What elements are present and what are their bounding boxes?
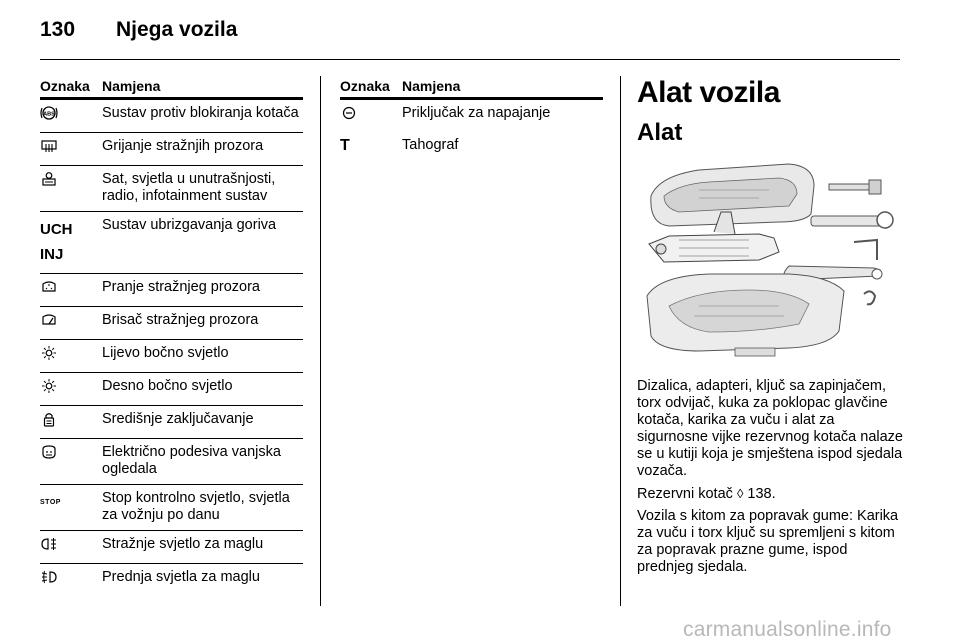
- row-description: Pranje stražnjeg prozora: [102, 279, 260, 295]
- vehicle-tools-illustration: [639, 156, 901, 366]
- symbol-table-left: [40, 78, 303, 596]
- rear-wiper-icon: [40, 312, 58, 333]
- rear-window-heating-icon: [40, 138, 58, 159]
- table-row: [40, 439, 303, 485]
- table-row: [40, 406, 303, 439]
- table-header: [340, 78, 603, 100]
- rear-window-washer-icon: [40, 279, 58, 300]
- row-description: Sustav ubrizgavanja goriva: [102, 217, 277, 233]
- header-rule: [40, 59, 900, 60]
- row-description: Sat, svjetla u unutrašnjosti, radio, infotainment sustav: [102, 171, 276, 204]
- tachograph-symbol: T: [340, 137, 350, 154]
- power-outlet-icon: [340, 105, 358, 126]
- row-description: Desno bočno svjetlo: [102, 378, 233, 394]
- tools-description: Dizalica, adapteri, ključ sa zapinjačem, torx odvijač, kuka za poklopac glavčine kotača, karika za vuču i alat za sigurnosne vijke rezervnog kotača nalaze se u kutiji koja je smještena ispod sjedala vozača.: [637, 378, 903, 479]
- table-row: [40, 531, 303, 564]
- clock-light-radio-icon: [40, 171, 58, 192]
- spare-wheel-reference: [637, 485, 905, 503]
- table-row: [40, 564, 303, 596]
- row-description: Priključak za napajanje: [402, 105, 551, 121]
- tyre-repair-kit-note: Vozila s kitom za popravak gume: Karika za vuču i torx ključ su spremljeni s kitom za popravak prazne gume, ispod prednjeg sjedala.: [637, 508, 899, 575]
- header-oznaka: Oznaka: [40, 78, 90, 94]
- page-number: 130: [40, 18, 76, 41]
- abs-icon: [40, 105, 58, 126]
- table-row: [40, 274, 303, 307]
- column-divider: [620, 76, 621, 606]
- row-description: Prednja svjetla za maglu: [102, 569, 260, 585]
- table-row: [40, 133, 303, 166]
- table-header: [40, 78, 303, 100]
- stop-symbol: STOP: [40, 499, 61, 506]
- row-description: Središnje zaključavanje: [102, 411, 254, 427]
- cross-reference-icon: ◊: [736, 486, 744, 501]
- table-row: [40, 340, 303, 373]
- header-oznaka: Oznaka: [340, 78, 390, 94]
- row-description: Grijanje stražnjih prozora: [102, 138, 264, 154]
- left-side-light-icon: [40, 345, 58, 366]
- section-subtitle: Alat: [637, 119, 683, 146]
- table-row: [40, 166, 303, 212]
- page-header: [40, 18, 237, 42]
- section-title: Alat vozila: [637, 76, 780, 109]
- row-description: Brisač stražnjeg prozora: [102, 312, 259, 328]
- table-row: [340, 100, 603, 132]
- row-description: Stražnje svjetlo za maglu: [102, 536, 264, 552]
- table-row: [40, 485, 303, 531]
- table-row: [340, 132, 603, 160]
- row-description: Stop kontrolno svjetlo, svjetla za vožnju po danu: [102, 490, 290, 523]
- table-row: [40, 100, 303, 133]
- table-row: [40, 307, 303, 340]
- symbol-text: UCH INJ: [40, 221, 73, 263]
- page-reference[interactable]: 138.: [747, 486, 776, 502]
- mirror-adjust-icon: [40, 444, 58, 465]
- table-row: [40, 212, 303, 274]
- column-divider: [320, 76, 321, 606]
- header-namjena: Namjena: [402, 78, 461, 94]
- vehicle-tools-section: [637, 78, 905, 581]
- rear-fog-light-icon: [40, 536, 58, 557]
- page-title: Njega vozila: [116, 18, 238, 41]
- table-row: [40, 373, 303, 406]
- symbol-table-right: [340, 78, 603, 160]
- central-locking-icon: [40, 411, 58, 432]
- row-description: Sustav protiv blokiranja kotača: [102, 105, 299, 121]
- spare-wheel-text: Rezervni kotač: [637, 486, 733, 502]
- svg-text:ABS: ABS: [43, 111, 55, 118]
- right-side-light-icon: [40, 378, 58, 399]
- watermark: carmanualsonline.info: [683, 618, 892, 641]
- front-fog-light-icon: [40, 569, 58, 590]
- row-description: Tahograf: [402, 137, 459, 153]
- row-description: Lijevo bočno svjetlo: [102, 345, 229, 361]
- row-description: Električno podesiva vanjska ogledala: [102, 444, 281, 477]
- header-namjena: Namjena: [102, 78, 161, 94]
